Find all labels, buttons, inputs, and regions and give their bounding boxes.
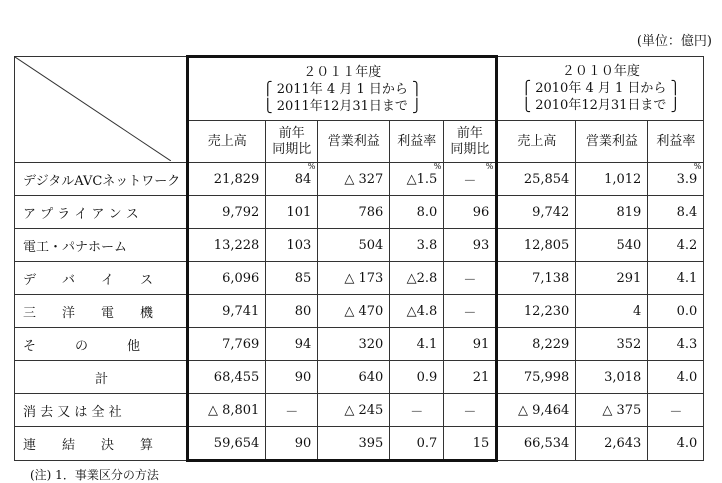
table-cell: 0.7 — [390, 427, 444, 461]
table-cell: 13,228 — [188, 229, 266, 262]
table-cell: 101 — [266, 196, 318, 229]
table-cell: 8.0 — [390, 196, 444, 229]
table-cell: 85 — [266, 262, 318, 295]
table-body — [15, 163, 704, 461]
row-label: 計 — [15, 361, 188, 394]
table-cell: △ 8,801 — [188, 394, 266, 427]
percent-unit: % — [433, 162, 442, 171]
table-cell: 9,741 — [188, 295, 266, 328]
table-cell: 504 — [318, 229, 390, 262]
table-cell — [266, 163, 318, 196]
table-cell: 640 — [318, 361, 390, 394]
cell-value: △1.5 — [406, 171, 438, 187]
table-cell: △ 327 — [318, 163, 390, 196]
table-row — [15, 394, 704, 427]
table-cell: 75,998 — [497, 361, 576, 394]
table-cell: 4.3 — [648, 328, 704, 361]
table-row — [15, 361, 704, 394]
table-row — [15, 229, 704, 262]
table-cell: △ 470 — [318, 295, 390, 328]
table-row — [15, 328, 704, 361]
fy2010-from: ⎧ 2010年 4 月 1 日から ⎫ — [521, 81, 681, 96]
table-cell: 80 — [266, 295, 318, 328]
table-cell: 395 — [318, 427, 390, 461]
row-label: ア プ ラ イ ア ン ス — [15, 196, 188, 229]
table-cell: 0.9 — [390, 361, 444, 394]
footnote: (注) 1．事業区分の方法 — [30, 468, 159, 482]
fy2010-title: ２０１０年度 — [561, 64, 640, 79]
table-cell — [444, 163, 497, 196]
cell-value: 3.9 — [676, 171, 698, 187]
table-cell: 4 — [576, 295, 648, 328]
col-header-op-profit-2010: 営業利益 — [576, 121, 648, 163]
table-cell: 0.0 — [648, 295, 704, 328]
col-header-margin-2010: 利益率 — [648, 121, 704, 163]
table-cell: 25,854 — [497, 163, 576, 196]
cell-value: － — [463, 173, 477, 189]
table-cell: 3,018 — [576, 361, 648, 394]
fy2010-range — [521, 80, 680, 114]
table-cell: 9,792 — [188, 196, 266, 229]
table-cell: 7,769 — [188, 328, 266, 361]
row-label: デジタルAVCネットワーク — [15, 163, 188, 196]
table-cell: 1,012 — [576, 163, 648, 196]
table-cell: △4.8 — [390, 295, 444, 328]
percent-unit: % — [693, 162, 702, 171]
table-cell: 320 — [318, 328, 390, 361]
table-cell: － — [390, 394, 444, 427]
table-cell: 786 — [318, 196, 390, 229]
table-cell: 66,534 — [497, 427, 576, 461]
fy2011-from: ⎧ 2011年 4 月 1 日から ⎫ — [262, 81, 422, 97]
table-cell: 90 — [266, 361, 318, 394]
table-cell: － — [648, 394, 704, 427]
table-cell: 93 — [444, 229, 497, 262]
table-cell: － — [266, 394, 318, 427]
table-cell: △2.8 — [390, 262, 444, 295]
fy2011-range — [263, 81, 422, 115]
percent-unit: % — [485, 162, 494, 171]
table-cell: 9,742 — [497, 196, 576, 229]
table-row — [15, 163, 704, 196]
header-row-period — [15, 57, 704, 121]
table-cell: 103 — [266, 229, 318, 262]
table-cell: 291 — [576, 262, 648, 295]
table-cell: 2,643 — [576, 427, 648, 461]
row-label: 電工・パナホーム — [15, 229, 188, 262]
table-cell: 68,455 — [188, 361, 266, 394]
row-label: 連 結 決 算 — [15, 427, 188, 461]
diagonal-line-icon — [15, 57, 171, 161]
table-cell: 4.2 — [648, 229, 704, 262]
col-header-sales-2011: 売上高 — [188, 121, 266, 163]
table-cell: 4.0 — [648, 427, 704, 461]
table-cell: 12,805 — [497, 229, 576, 262]
table-cell: 540 — [576, 229, 648, 262]
table-cell: 59,654 — [188, 427, 266, 461]
table-cell: 8.4 — [648, 196, 704, 229]
table-cell: 15 — [444, 427, 497, 461]
table-cell: 3.8 — [390, 229, 444, 262]
col-header-sales-2010: 売上高 — [497, 121, 576, 163]
col-header-margin-2011: 利益率 — [390, 121, 444, 163]
table-cell: 12,230 — [497, 295, 576, 328]
table-cell: △ 9,464 — [497, 394, 576, 427]
corner-cell — [15, 57, 188, 163]
table-cell: 21,829 — [188, 163, 266, 196]
table-cell: 90 — [266, 427, 318, 461]
table-cell: 4.0 — [648, 361, 704, 394]
table-row — [15, 427, 704, 461]
table-cell — [390, 163, 444, 196]
cell-value: 84 — [294, 171, 312, 187]
row-label: デ バ イ ス — [15, 262, 188, 295]
table-cell: 352 — [576, 328, 648, 361]
table-row — [15, 295, 704, 328]
fy2011-period-header — [188, 57, 497, 121]
table-cell: 819 — [576, 196, 648, 229]
fy2010-period-header — [497, 57, 704, 121]
table-cell: 94 — [266, 328, 318, 361]
fy2011-to: ⎩ 2011年12月31日まで ⎭ — [262, 98, 422, 114]
table-cell: － — [444, 262, 497, 295]
table-cell: △ 173 — [318, 262, 390, 295]
fy2011-title: ２０１１年度 — [303, 64, 382, 80]
table-cell: 6,096 — [188, 262, 266, 295]
table-cell: 4.1 — [648, 262, 704, 295]
segment-results-table — [14, 55, 704, 462]
table-cell: 91 — [444, 328, 497, 361]
row-label: 三 洋 電 機 — [15, 295, 188, 328]
table-cell: 7,138 — [497, 262, 576, 295]
table-cell: 21 — [444, 361, 497, 394]
unit-label: (単位：億円) — [636, 34, 712, 49]
fy2010-to: ⎩ 2010年12月31日まで ⎭ — [521, 98, 681, 113]
table-cell: 8,229 — [497, 328, 576, 361]
table-cell: △ 245 — [318, 394, 390, 427]
table-cell: 4.1 — [390, 328, 444, 361]
row-label: そ の 他 — [15, 328, 188, 361]
percent-unit: % — [307, 162, 316, 171]
table-cell — [648, 163, 704, 196]
table-cell: － — [444, 295, 497, 328]
col-header-yoy-sales: 前年 同期比 — [266, 121, 318, 163]
table-row — [15, 262, 704, 295]
table-row — [15, 196, 704, 229]
row-label: 消 去 又 は 全 社 — [15, 394, 188, 427]
col-header-op-profit-2011: 営業利益 — [318, 121, 390, 163]
table-cell: △ 375 — [576, 394, 648, 427]
col-header-yoy-profit: 前年 同期比 — [444, 121, 497, 163]
table-cell: 96 — [444, 196, 497, 229]
table-cell: － — [444, 394, 497, 427]
